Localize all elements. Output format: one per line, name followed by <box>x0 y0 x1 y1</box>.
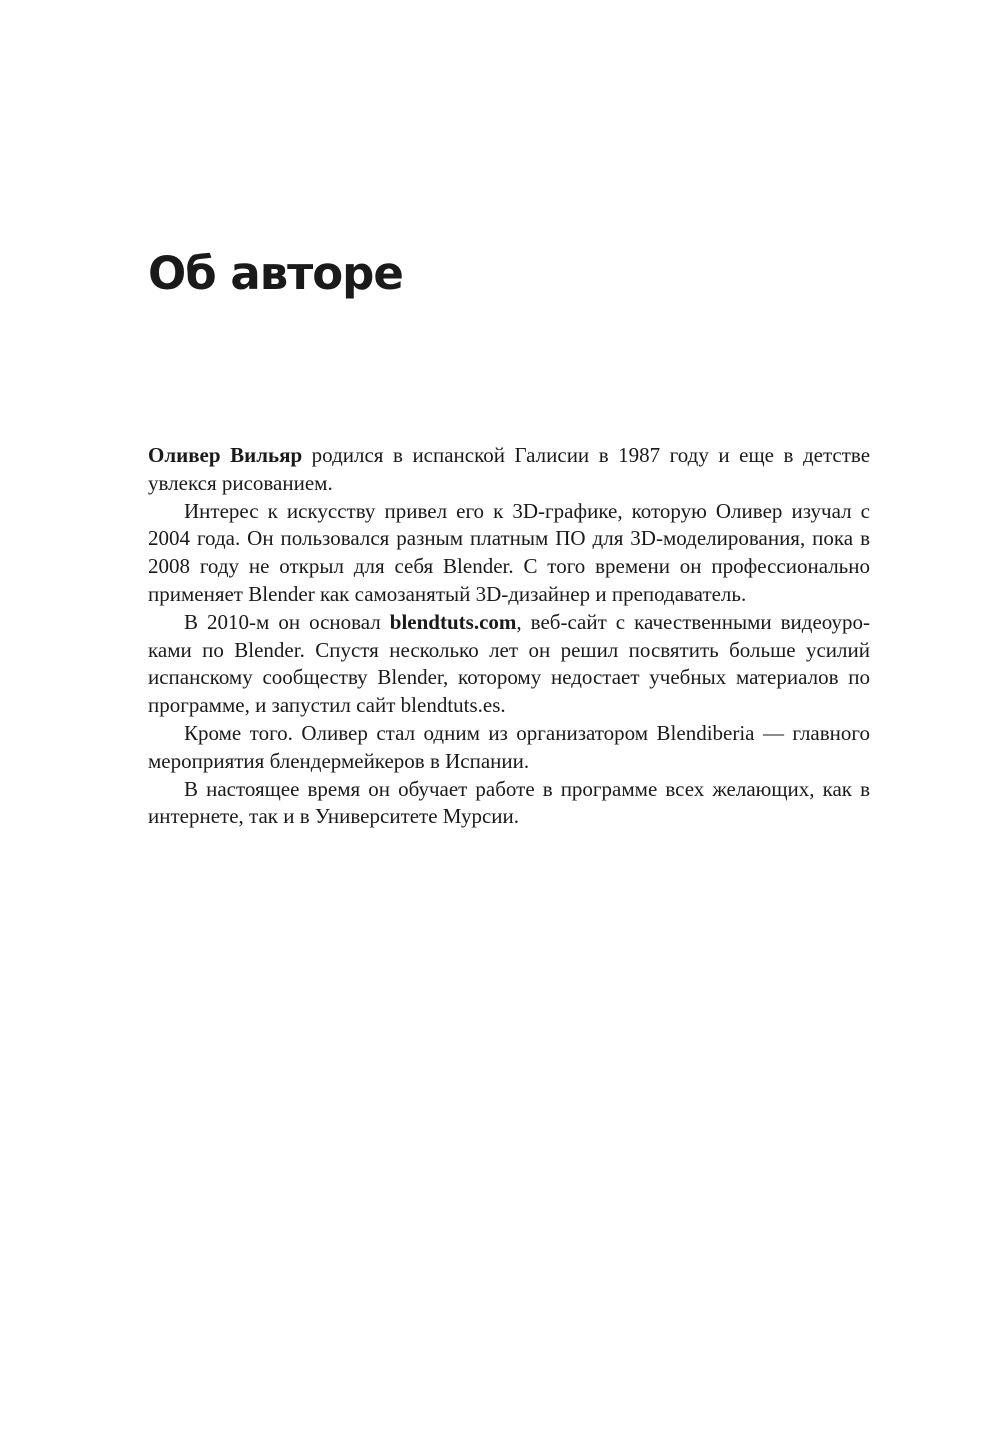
website-name: blendtuts.com <box>389 609 517 634</box>
paragraph-text: Кроме того. Оливер стал одним из организатором Blendiberia — главного мероприятия блендермейкеров в Испании. <box>148 720 870 773</box>
author-bio <box>148 442 870 831</box>
paragraph-text: родился в испанской Галисии в 1987 году и еще в детстве увлекся рисованием. <box>148 443 871 495</box>
paragraph-text: , веб-сайт с качественными видеоуроками по Blender. Спустя несколько лет он решил посвятить больше усилий испанскому сообществу Blender, которому недостает учебных материалов по программе, и запустил сайт blendtuts.es. <box>148 609 870 718</box>
bio-paragraph-2 <box>148 498 870 609</box>
bio-paragraph-1 <box>148 442 870 498</box>
bio-paragraph-4 <box>148 720 870 776</box>
paragraph-text: Интерес к искусству привел его к 3D-графике, которую Оливер изучал с 2004 года. Он пользовался разным платным ПО для 3D-моделирования, пока в 2008 году не открыл для себя Blender. С того времени он профессионально применяет Blender как самозанятый 3D-дизайнер и преподаватель. <box>148 498 870 606</box>
author-name: Оливер Вильяр <box>148 443 303 467</box>
bio-paragraph-5 <box>148 776 870 832</box>
paragraph-text: В настоящее время он обучает работе в программе всех желающих, как в интернете, так и в Университете Мурсии. <box>148 776 870 829</box>
bio-paragraph-3 <box>148 609 870 720</box>
page-title: Об авторе <box>148 247 403 300</box>
paragraph-text: В 2010-м он основал <box>184 609 390 634</box>
